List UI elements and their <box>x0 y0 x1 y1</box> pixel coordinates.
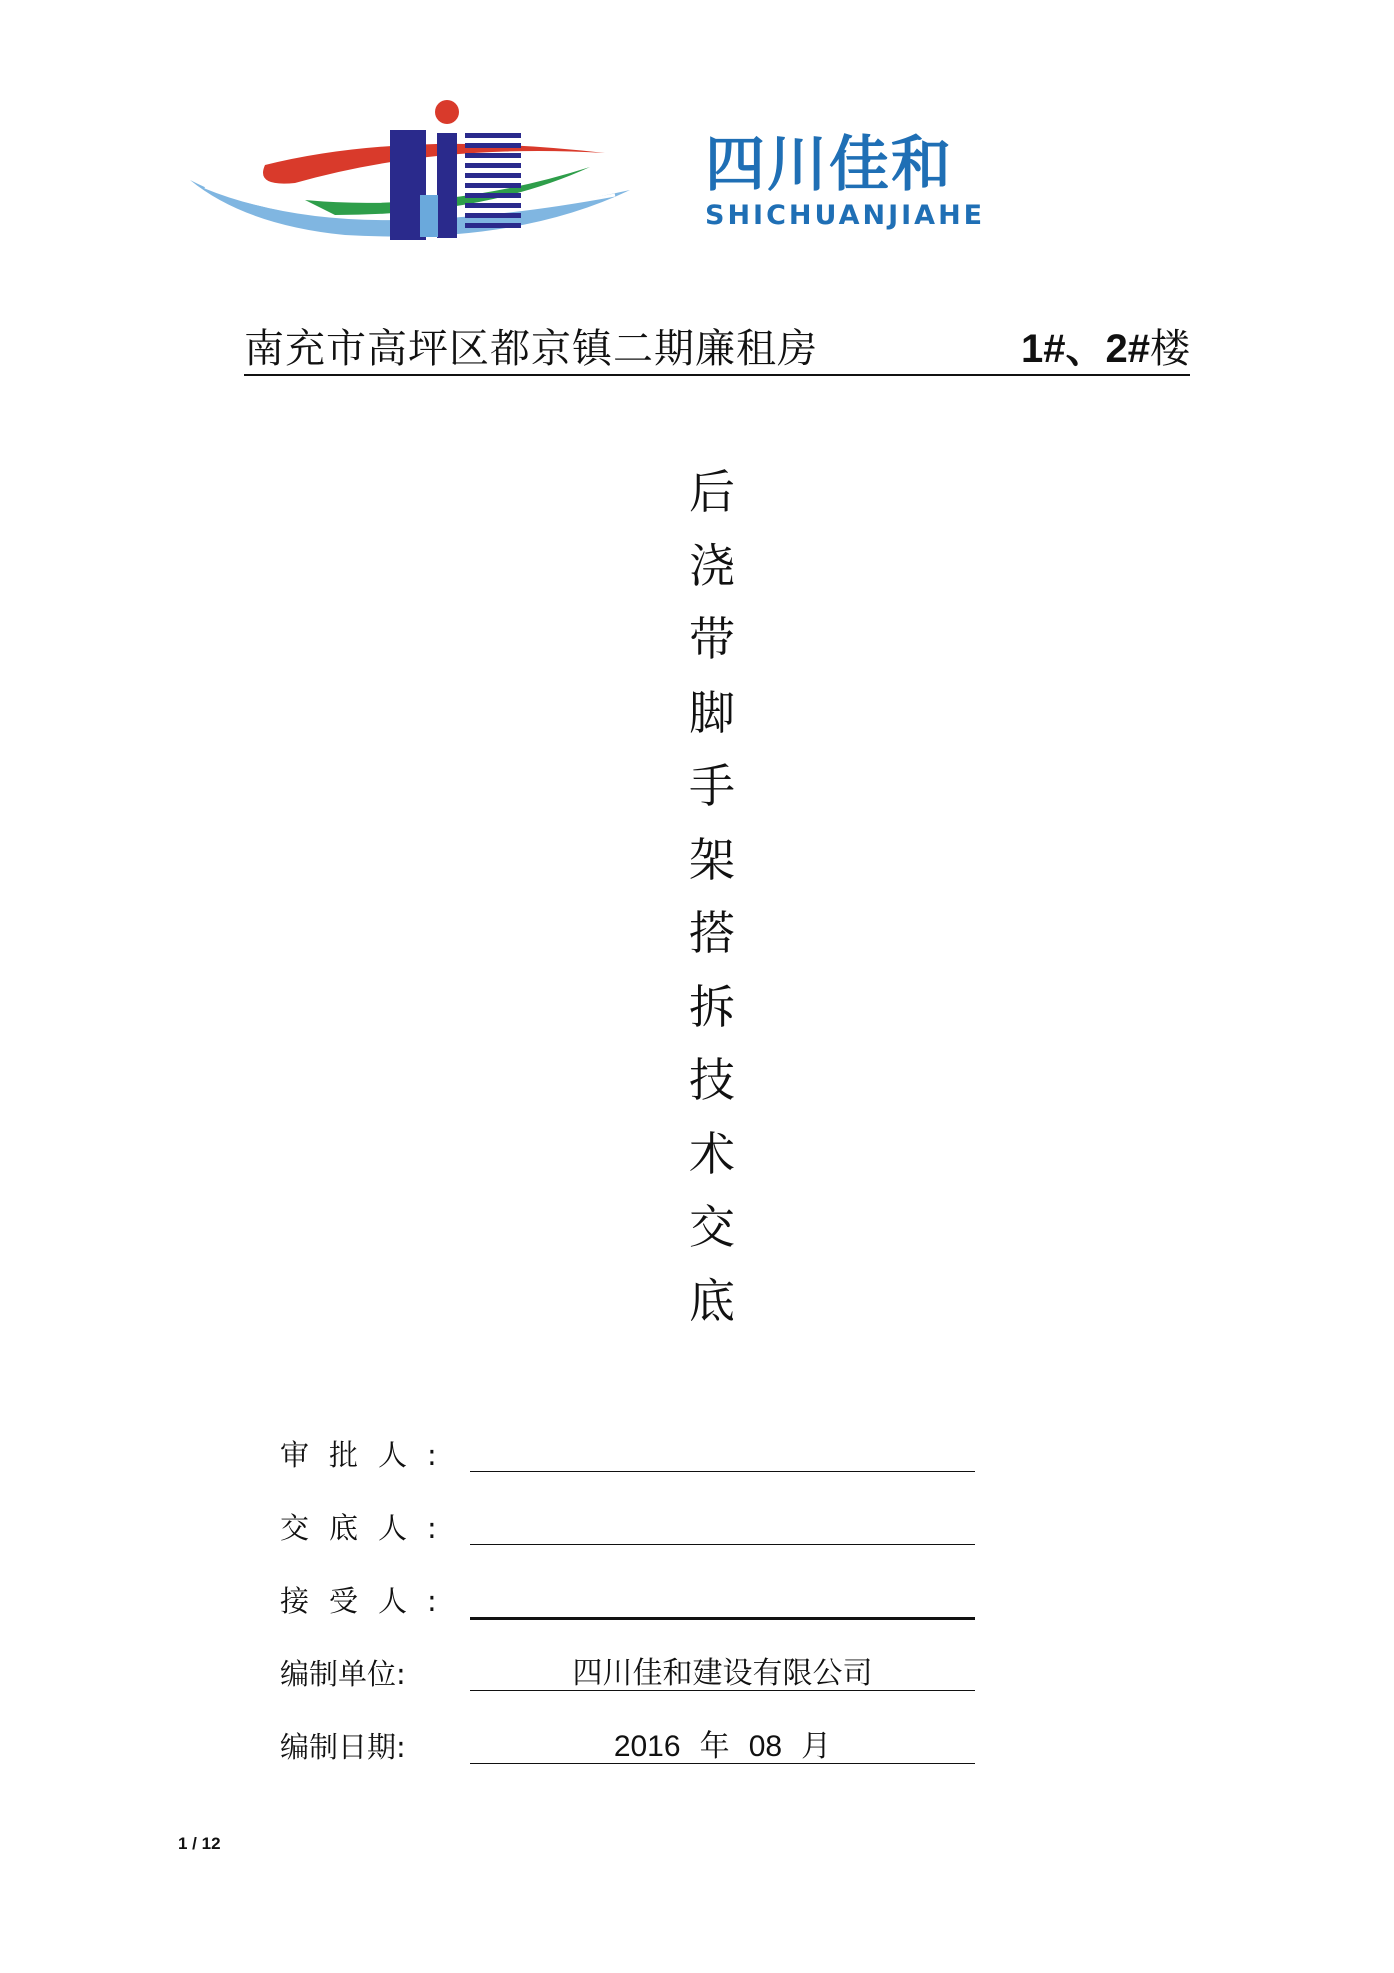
presenter-row <box>280 1498 980 1571</box>
logo-name-cn: 四川佳和 <box>705 130 953 200</box>
signoff-block <box>280 1425 980 1790</box>
presenter-label: 交底人: <box>280 1511 457 1545</box>
project-name: 南充市高坪区都京镇二期廉租房 <box>244 326 818 372</box>
document-title-char: 浇 <box>689 538 735 593</box>
date-year-unit: 年 <box>699 1729 730 1764</box>
document-title-char: 带 <box>689 612 735 666</box>
document-title-char: 脚 <box>689 685 735 740</box>
approver-label: 审批人: <box>280 1438 457 1472</box>
document-title-char: 手 <box>689 759 735 813</box>
document-title <box>682 466 742 1348</box>
building-suffix: 楼 <box>1150 326 1190 372</box>
document-title-char: 术 <box>689 1126 735 1181</box>
organization-field[interactable]: 四川佳和建设有限公司 <box>470 1648 975 1691</box>
page-number: 1 / 12 <box>178 1834 221 1853</box>
organization-label: 编制单位: <box>280 1657 406 1691</box>
presenter-field[interactable] <box>470 1502 975 1545</box>
approver-row <box>280 1425 980 1498</box>
document-title-char: 后 <box>689 465 735 519</box>
document-title-char: 技 <box>689 1053 735 1107</box>
organization-row <box>280 1644 980 1717</box>
date-month-unit: 月 <box>801 1729 832 1764</box>
document-title-char: 拆 <box>689 979 735 1034</box>
date-row <box>280 1717 980 1790</box>
receiver-label: 接受人: <box>280 1584 457 1618</box>
logo-name-en: SHICHUANJIAHE <box>705 200 986 231</box>
document-title-char: 交 <box>689 1200 735 1254</box>
receiver-row <box>280 1571 980 1644</box>
date-month: 08 <box>748 1730 783 1763</box>
date-year: 2016 <box>613 1730 681 1763</box>
company-logo-wordmark <box>705 130 1205 243</box>
company-logo-emblem <box>185 95 635 255</box>
building-number: 1#、2# <box>1021 327 1150 371</box>
project-title <box>244 318 1190 376</box>
document-title-char: 架 <box>689 832 735 887</box>
approver-field[interactable] <box>470 1429 975 1472</box>
date-label: 编制日期: <box>280 1730 406 1764</box>
receiver-field[interactable] <box>470 1575 975 1620</box>
company-logo <box>185 95 1205 255</box>
date-field[interactable] <box>470 1721 975 1764</box>
project-building <box>1021 324 1190 374</box>
document-title-char: 底 <box>689 1273 735 1328</box>
document-title-char: 搭 <box>689 906 735 960</box>
